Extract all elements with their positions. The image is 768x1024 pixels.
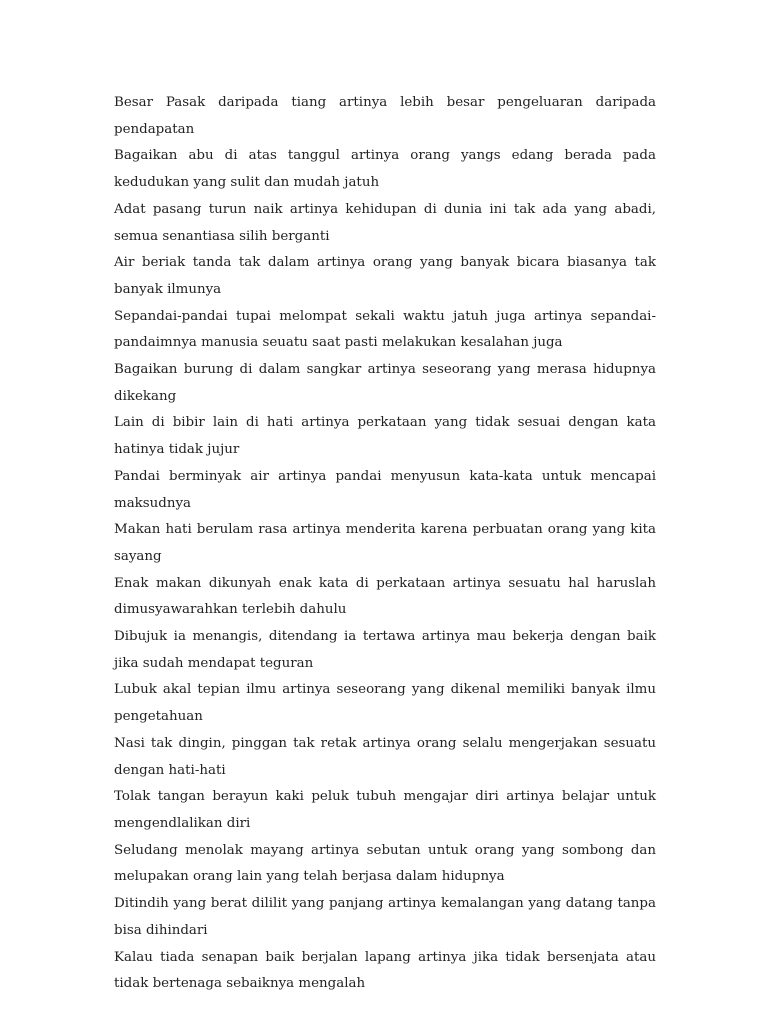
paragraph: Sepandai-pandai tupai melompat sekali waktu jatuh juga artinya sepandai-pandaimnya manusia seuatu saat pasti melakukan kesalahan juga [114,308,656,351]
paragraph: Lain di bibir lain di hati artinya perkataan yang tidak sesuai dengan kata hatinya tidak jujur [114,415,656,458]
paragraph: Besar Pasak daripada tiang artinya lebih besar pengeluaran daripada pendapatan [114,95,656,137]
paragraph: Seludang menolak mayang artinya sebutan untuk orang yang sombong dan melupakan orang lain yang telah berjasa dalam hidupnya [114,842,656,885]
paragraph: Bagaikan abu di atas tanggul artinya orang yangs edang berada pada kedudukan yang sulit dan mudah jatuh [114,148,656,191]
paragraph: Nasi tak dingin, pinggan tak retak artinya orang selalu mengerjakan sesuatu dengan hati-hati [114,735,656,778]
paragraph: Pandai berminyak air artinya pandai menyusun kata-kata untuk mencapai maksudnya [114,468,656,511]
paragraph: Ditindih yang berat dililit yang panjang artinya kemalangan yang datang tanpa bisa dihindari [114,896,656,938]
paragraph: Lubuk akal tepian ilmu artinya seseorang yang dikenal memiliki banyak ilmu pengetahuan [114,682,656,725]
paragraph: Dibujuk ia menangis, ditendang ia tertawa artinya mau bekerja dengan baik jika sudah mendapat teguran [114,629,656,671]
paragraph: Makan hati berulam rasa artinya menderita karena perbuatan orang yang kita sayang [114,522,656,564]
document-body [114,90,656,998]
paragraph: Bagaikan burung di dalam sangkar artinya seseorang yang merasa hidupnya dikekang [114,362,656,404]
paragraph: Air beriak tanda tak dalam artinya orang yang banyak bicara biasanya tak banyak ilmunya [114,255,656,297]
paragraph: Tolak tangan berayun kaki peluk tubuh mengajar diri artinya belajar untuk mengendlalikan diri [114,789,656,831]
paragraph: Enak makan dikunyah enak kata di perkataan artinya sesuatu hal haruslah dimusyawarahkan terlebih dahulu [114,575,656,618]
paragraph: Adat pasang turun naik artinya kehidupan di dunia ini tak ada yang abadi, semua senantiasa silih berganti [114,201,656,244]
paragraph: Kalau tiada senapan baik berjalan lapang artinya jika tidak bersenjata atau tidak bertenaga sebaiknya mengalah [114,949,656,992]
